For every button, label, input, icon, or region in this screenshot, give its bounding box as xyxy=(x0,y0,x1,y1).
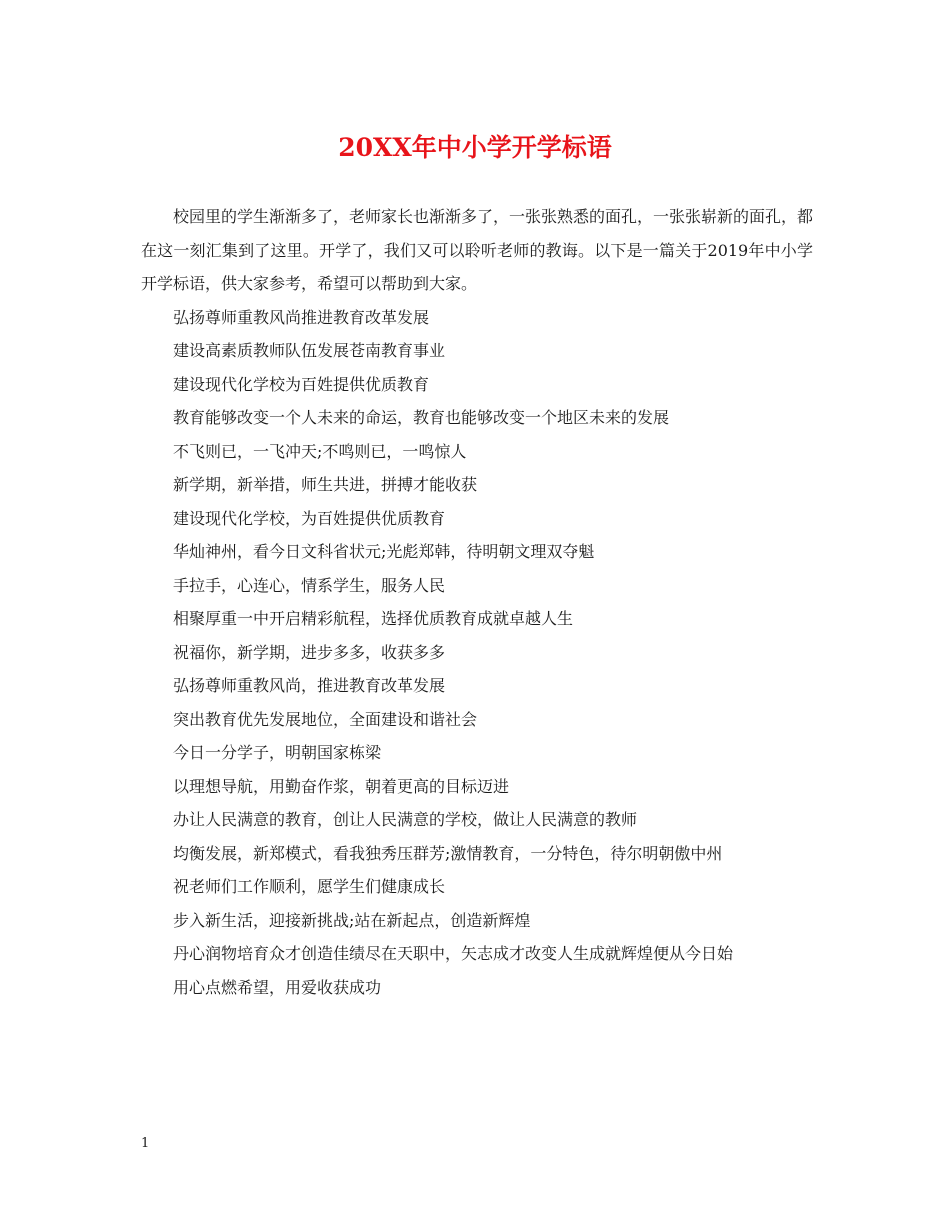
slogan-line: 丹心润物培育众才创造佳绩尽在天职中，矢志成才改变人生成就辉煌便从今日始 xyxy=(173,944,734,963)
document-title: 20XX年中小学开学标语 xyxy=(338,133,612,162)
slogan-line: 均衡发展，新郑模式，看我独秀压群芳;激情教育，一分特色，待尔明朝傲中州 xyxy=(173,843,723,863)
slogan-line: 用心点燃希望，用爱收获成功 xyxy=(173,977,382,997)
document-body xyxy=(141,200,813,1004)
slogan-line: 突出教育优先发展地位，全面建设和谐社会 xyxy=(173,709,478,729)
slogan-line: 以理想导航，用勤奋作浆，朝着更高的目标迈进 xyxy=(173,776,510,796)
slogan-line: 华灿神州，看今日文科省状元;光彪郑韩，待明朝文理双夺魁 xyxy=(173,542,595,561)
slogan-line: 建设现代化学校为百姓提供优质教育 xyxy=(173,374,430,394)
slogan-line: 祝老师们工作顺利，愿学生们健康成长 xyxy=(173,877,446,896)
slogan-line: 今日一分学子，明朝国家栋梁 xyxy=(173,743,382,762)
slogan-line: 建设高素质教师队伍发展苍南教育事业 xyxy=(173,341,446,360)
slogan-line: 相聚厚重一中开启精彩航程，选择优质教育成就卓越人生 xyxy=(173,609,574,628)
slogan-line: 弘扬尊师重教风尚推进教育改革发展 xyxy=(173,307,430,327)
slogan-line: 建设现代化学校，为百姓提供优质教育 xyxy=(173,508,446,528)
slogan-line: 步入新生活，迎接新挑战;站在新起点，创造新辉煌 xyxy=(173,910,531,930)
slogan-line: 办让人民满意的教育，创让人民满意的学校，做让人民满意的教师 xyxy=(173,810,638,829)
intro-paragraph: 校园里的学生渐渐多了，老师家长也渐渐多了，一张张熟悉的面孔，一张张崭新的面孔，都在这一刻汇集到了这里。开学了，我们又可以聆听老师的教诲。以下是一篇关于2019年中小学开学标语，供大家参考，希望可以帮助到大家。 xyxy=(141,207,814,293)
slogan-line: 手拉手，心连心，情系学生，服务人民 xyxy=(173,575,446,595)
slogan-line: 弘扬尊师重教风尚，推进教育改革发展 xyxy=(173,676,446,695)
page-number: 1 xyxy=(141,1136,150,1151)
slogan-line: 祝福你，新学期，进步多多，收获多多 xyxy=(173,642,446,662)
slogan-line: 教育能够改变一个人未来的命运，教育也能够改变一个地区未来的发展 xyxy=(173,408,670,427)
slogan-line: 不飞则已，一飞冲天;不鸣则已，一鸣惊人 xyxy=(173,441,467,461)
slogan-line: 新学期，新举措，师生共进，拼搏才能收获 xyxy=(173,475,478,494)
